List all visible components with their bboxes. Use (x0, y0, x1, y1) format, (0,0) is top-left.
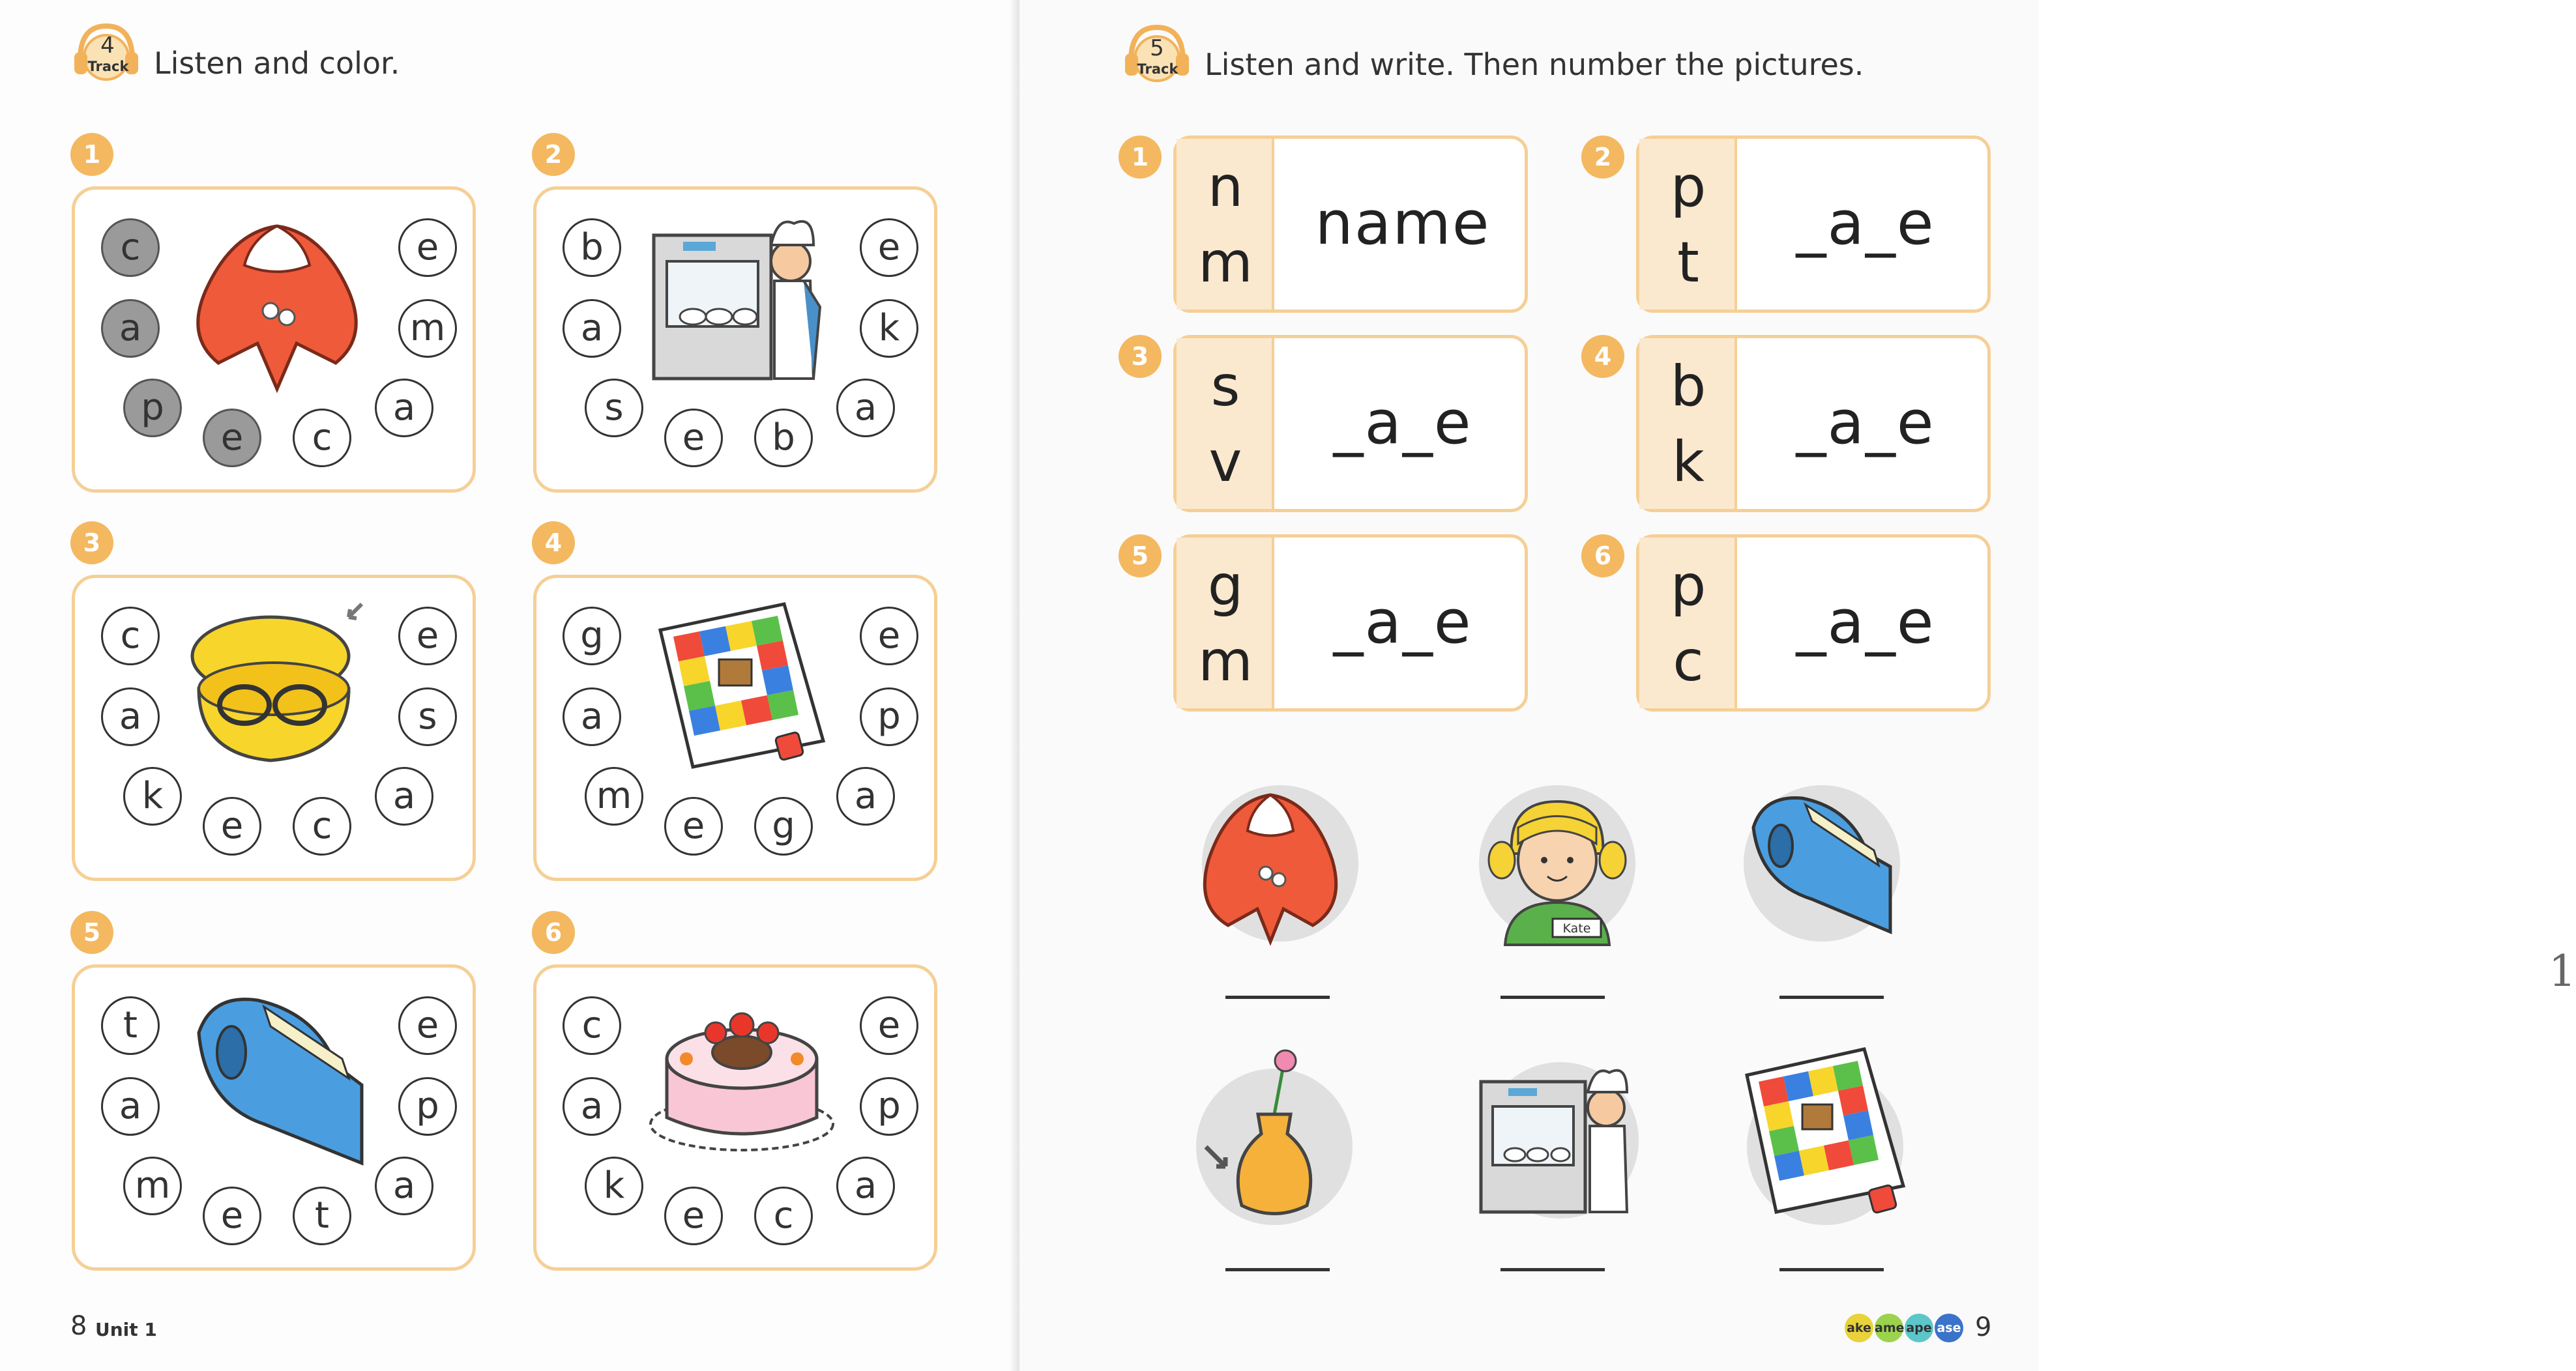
word-number-3: 3 (1119, 335, 1162, 378)
letter-circle[interactable]: c (563, 996, 621, 1055)
letter-circle[interactable]: m (398, 299, 457, 358)
word-card-6 (1636, 534, 1991, 712)
word-answer[interactable]: _a_e (1796, 587, 1935, 657)
cape-picture (1189, 782, 1352, 945)
phonics-dot-ame: ame (1875, 1314, 1903, 1342)
letter-choice[interactable]: m (1198, 629, 1253, 694)
letter-circle[interactable]: e (203, 1187, 261, 1245)
letter-circle[interactable]: a (563, 299, 621, 358)
vase-picture (1193, 1049, 1356, 1232)
word-number-5: 5 (1119, 534, 1162, 577)
word-number-1: 1 (1119, 136, 1162, 179)
word-answer[interactable]: _a_e (1796, 388, 1935, 457)
letter-choice[interactable]: t (1677, 230, 1699, 295)
answer-blank[interactable] (1779, 1268, 1884, 1271)
letter-circle[interactable]: m (585, 767, 643, 826)
word-card-5 (1173, 534, 1528, 712)
letter-circle[interactable]: e (664, 1187, 723, 1245)
letter-choice[interactable]: v (1208, 429, 1242, 495)
letter-circle[interactable]: c (293, 797, 351, 856)
letter-circle[interactable]: e (860, 996, 918, 1055)
card-1 (72, 186, 476, 493)
glasses-case-picture (186, 604, 375, 773)
card-2 (533, 186, 937, 493)
tape-dispenser-picture (1740, 782, 1903, 945)
letter-circle[interactable]: e (664, 797, 723, 856)
letter-choice[interactable]: p (1670, 154, 1706, 220)
letter-circle[interactable]: a (375, 1157, 433, 1215)
letter-circle[interactable]: a (836, 767, 895, 826)
tape-dispenser-picture (186, 994, 368, 1176)
board-game-picture (1740, 1049, 1916, 1232)
letter-circle[interactable]: m (123, 1157, 182, 1215)
girl-kate-picture (1476, 782, 1639, 951)
letter-circle[interactable]: t (293, 1187, 351, 1245)
picture-answer-number[interactable]: 1 (2549, 946, 2576, 996)
cape-picture (179, 213, 375, 389)
right-page (1019, 0, 2576, 1371)
letter-circle[interactable]: p (860, 1077, 918, 1136)
letter-circle[interactable]: g (563, 607, 621, 665)
letter-circle[interactable]: e (203, 409, 261, 467)
letter-circle[interactable]: a (375, 379, 433, 437)
letter-circle[interactable]: a (836, 1157, 895, 1215)
letter-choice[interactable]: b (1670, 354, 1706, 419)
answer-blank[interactable] (1225, 996, 1330, 999)
instruction-left: Listen and color. (154, 46, 400, 81)
letter-circle[interactable]: c (293, 409, 351, 467)
letter-circle[interactable]: p (398, 1077, 457, 1136)
card-4 (533, 575, 937, 881)
cake-picture (647, 994, 836, 1163)
letter-circle[interactable]: g (754, 797, 813, 856)
letter-circle[interactable]: c (754, 1187, 813, 1245)
letter-circle[interactable]: b (754, 409, 813, 467)
item-number-5: 5 (70, 911, 113, 954)
left-page (0, 0, 1019, 1371)
letter-choice[interactable]: k (1672, 429, 1705, 495)
letter-circle[interactable]: a (563, 1077, 621, 1136)
baker-oven-picture (647, 209, 830, 385)
letter-circle[interactable]: c (101, 607, 160, 665)
word-card-3 (1173, 335, 1528, 512)
word-card-4 (1636, 335, 1991, 512)
letter-circle[interactable]: e (398, 996, 457, 1055)
answer-blank[interactable] (1500, 996, 1605, 999)
phonics-dot-ase: ase (1935, 1314, 1963, 1342)
letter-choice[interactable]: m (1198, 230, 1253, 295)
word-answer[interactable]: name (1315, 188, 1491, 258)
word-answer[interactable]: _a_e (1333, 587, 1472, 657)
letter-circle[interactable]: a (836, 379, 895, 437)
track-label: Track (1137, 61, 1178, 77)
letter-circle[interactable]: b (563, 218, 621, 277)
page-number-left: 8 (70, 1311, 87, 1341)
letter-circle[interactable]: k (585, 1157, 643, 1215)
letter-circle[interactable]: a (101, 299, 160, 358)
letter-circle[interactable]: a (375, 767, 433, 826)
word-number-4: 4 (1581, 335, 1624, 378)
letter-circle[interactable]: e (203, 797, 261, 856)
word-number-2: 2 (1581, 136, 1624, 179)
phonics-dot-ake: ake (1845, 1314, 1873, 1342)
item-number-4: 4 (532, 521, 575, 564)
letter-circle[interactable]: c (101, 218, 160, 277)
phonics-dot-ape: ape (1905, 1314, 1933, 1342)
word-card-2 (1636, 136, 1991, 313)
name-tag-text: Kate (1562, 921, 1591, 936)
item-number-2: 2 (532, 133, 575, 176)
item-number-1: 1 (70, 133, 113, 176)
letter-circle[interactable]: a (563, 687, 621, 746)
word-card-1 (1173, 136, 1528, 313)
letter-circle[interactable]: t (101, 996, 160, 1055)
letter-circle[interactable]: a (101, 687, 160, 746)
track-label: Track (87, 59, 129, 74)
letter-circle[interactable]: p (860, 687, 918, 746)
baker-oven-picture (1476, 1056, 1645, 1225)
letter-choice[interactable]: c (1673, 629, 1704, 694)
item-number-6: 6 (532, 911, 575, 954)
card-3 (72, 575, 476, 881)
word-number-6: 6 (1581, 534, 1624, 577)
letter-circle[interactable]: e (860, 607, 918, 665)
letter-circle[interactable]: k (123, 767, 182, 826)
letter-circle[interactable]: a (101, 1077, 160, 1136)
letter-circle[interactable]: p (123, 379, 182, 437)
answer-blank[interactable] (1500, 1268, 1605, 1271)
letter-choice[interactable]: s (1210, 354, 1240, 419)
letter-circle[interactable]: s (398, 687, 457, 746)
word-answer[interactable]: _a_e (1333, 388, 1472, 457)
letter-choice[interactable]: n (1207, 154, 1244, 220)
answer-blank[interactable] (1225, 1268, 1330, 1271)
letter-circle[interactable]: e (398, 607, 457, 665)
track-number: 5 (1150, 35, 1164, 61)
unit-label: Unit 1 (95, 1319, 157, 1340)
letter-circle[interactable]: e (860, 218, 918, 277)
card-5 (72, 964, 476, 1271)
instruction-right: Listen and write. Then number the pictures. (1205, 47, 1864, 82)
letter-circle[interactable]: k (860, 299, 918, 358)
letter-circle[interactable]: s (585, 379, 643, 437)
letter-circle[interactable]: e (398, 218, 457, 277)
item-number-3: 3 (70, 521, 113, 564)
card-6 (533, 964, 937, 1271)
letter-choice[interactable]: p (1670, 553, 1706, 618)
word-answer[interactable]: _a_e (1796, 188, 1935, 258)
board-game-picture (654, 604, 830, 773)
track-number: 4 (100, 33, 115, 59)
letter-circle[interactable]: e (664, 409, 723, 467)
answer-blank[interactable] (1779, 996, 1884, 999)
page-number-right: 9 (1975, 1312, 1992, 1342)
letter-choice[interactable]: g (1207, 553, 1244, 618)
